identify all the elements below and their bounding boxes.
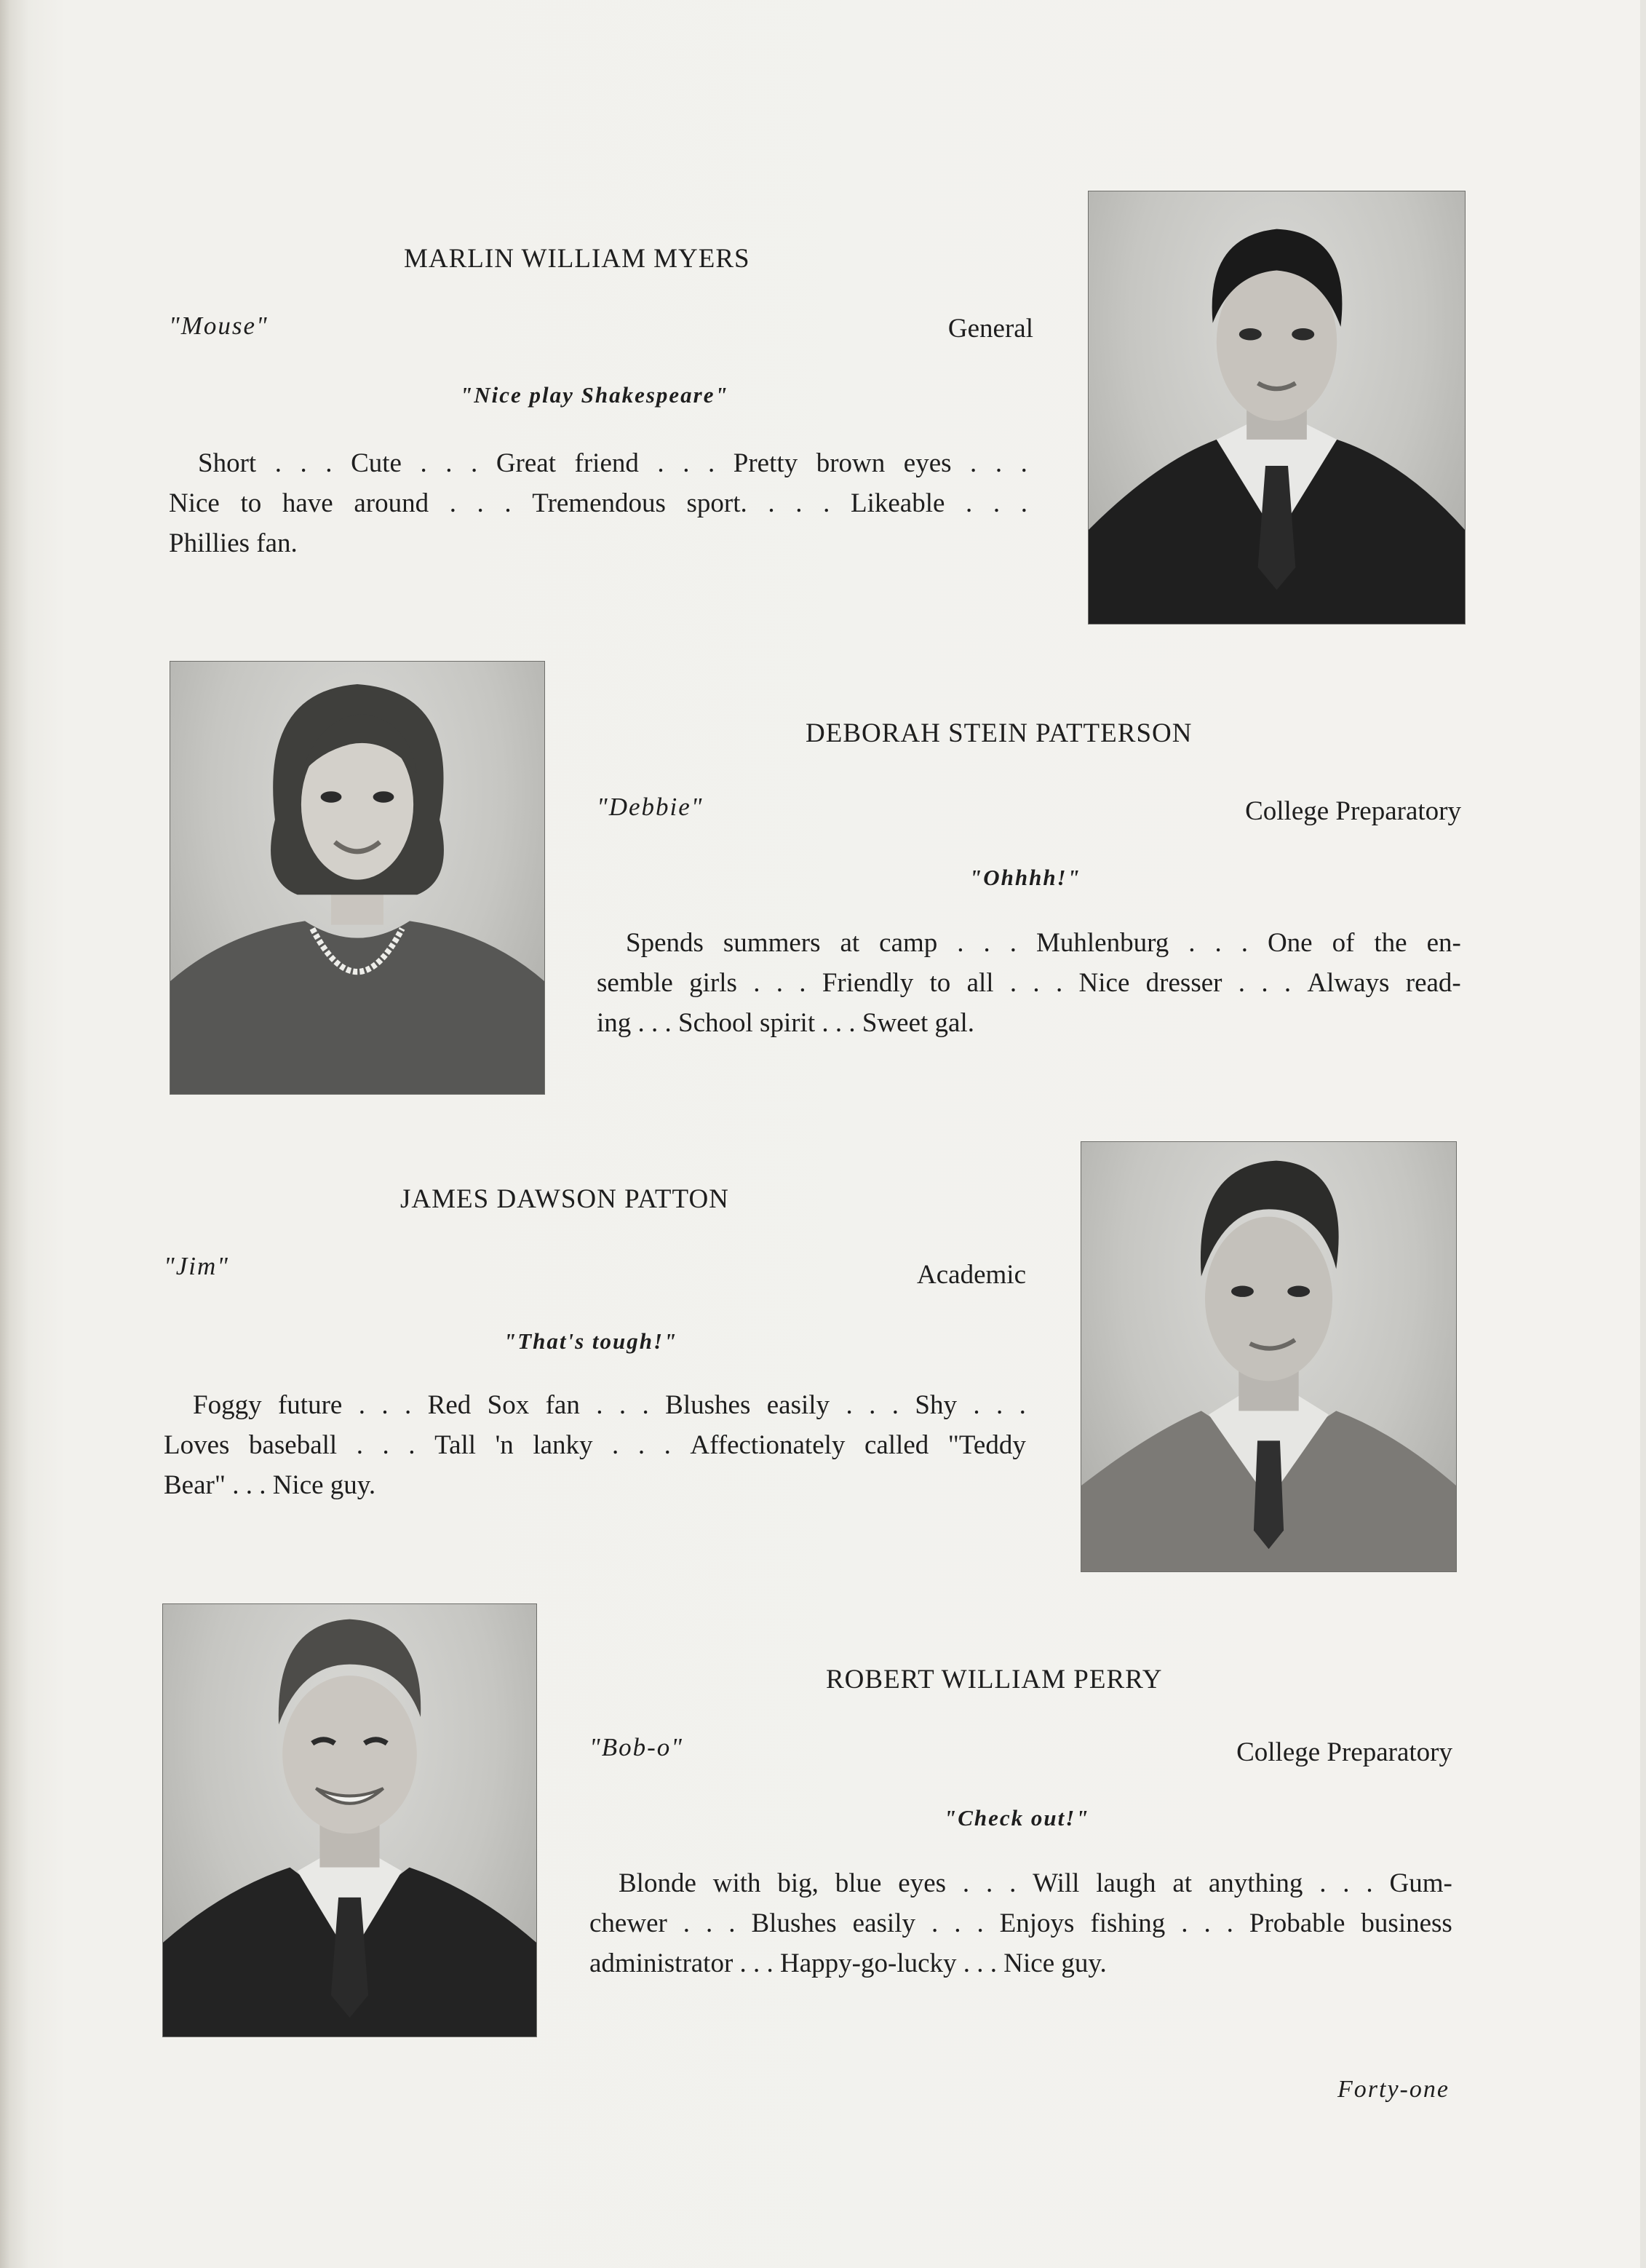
bio-word: brown [816,448,886,478]
bio-word: Will [1033,1868,1080,1898]
bio-word: Probable [1249,1908,1345,1938]
bio-word: . [664,1430,671,1460]
bio-line [164,1425,1026,1465]
bio-word: girls [689,968,737,998]
bio-line [597,963,1461,1003]
bio-word: . [408,1430,416,1460]
bio-word: Affectionately [690,1430,846,1460]
student-bio [589,1863,1452,1983]
bio-word: to [240,488,262,518]
bio-word: Great [496,448,556,478]
bio-word: . [637,1430,645,1460]
student-name: MARLIN WILLIAM MYERS [404,244,750,274]
bio-word: . [957,928,964,958]
bio-word: . [1366,1868,1373,1898]
bio-word: . [776,968,783,998]
bio-word: . [504,488,512,518]
student-portrait-photo [162,1603,537,2037]
bio-word: . [1019,1390,1026,1420]
bio-word: . [642,1390,649,1420]
bio-word: around [354,488,429,518]
bio-word: sport. [686,488,747,518]
bio-word: . [983,928,990,958]
bio-word: Red [427,1390,472,1420]
student-quote: "That's tough!" [504,1328,678,1354]
student-nickname: "Jim" [164,1252,229,1280]
bio-word: . [995,1390,1003,1420]
student-quote: "Ohhhh!" [969,865,1081,890]
bio-word: . [1009,928,1017,958]
student-bio [597,923,1461,1043]
bio-word: . [420,448,427,478]
bio-word: . [1238,968,1246,998]
bio-word: . [962,1868,970,1898]
bio-word: at [840,928,860,958]
bio-word: . [1319,1868,1327,1898]
bio-line: administrator . . . Happy-go-lucky . . . Nice guy. [589,1948,1107,1978]
bio-word: . [1188,928,1196,958]
student-quote: "Nice play Shakespeare" [460,382,729,408]
bio-word: the [1374,928,1407,958]
bio-word: . [768,488,775,518]
bio-word: fishing [1090,1908,1166,1938]
bio-word: . [993,488,1001,518]
bio-word: Cute [351,448,402,478]
bio-word: . [1033,968,1040,998]
bio-word: anything [1208,1868,1303,1898]
bio-word: . [274,448,282,478]
bio-word: . [619,1390,627,1420]
bio-word: . [1020,448,1027,478]
bio-word: . [445,448,453,478]
bio-word: en- [1426,928,1461,958]
bio-word: Muhlenburg [1035,928,1169,958]
bio-word: eyes [903,448,952,478]
bio-word: . [1009,1868,1017,1898]
student-portrait-photo [1088,191,1466,625]
bio-line [169,483,1027,523]
bio-word: . [753,968,760,998]
bio-word: . [869,1390,876,1420]
bio-word: . [977,1908,984,1938]
bio-word: . [728,1908,736,1938]
bio-word: . [683,448,690,478]
bio-line: Bear" . . . Nice guy. [164,1470,376,1500]
bio-word: Tremendous [532,488,666,518]
bio-word: Nice [169,488,220,518]
bio-word: Sox [487,1390,530,1420]
bio-word: . [954,1908,961,1938]
bio-word: . [1055,968,1063,998]
student-portrait-photo [170,661,545,1095]
bio-word: Tall [434,1430,477,1460]
student-name: DEBORAH STEIN PATTERSON [806,718,1193,748]
bio-word: all [966,968,994,998]
bio-word: . [449,488,456,518]
bio-line: ing . . . School spirit . . . Sweet gal. [597,1008,974,1038]
bio-word: . [358,1390,365,1420]
bio-word: blue [835,1868,882,1898]
bio-word: Spends [626,928,704,958]
bio-word: . [657,448,664,478]
student-course: Academic [917,1260,1026,1290]
bio-word: dresser [1145,968,1222,998]
bio-word: Gum- [1389,1868,1452,1898]
student-nickname: "Mouse" [169,312,269,340]
bio-word: laugh [1096,1868,1156,1898]
student-portrait-photo [1081,1141,1457,1572]
bio-word: at [1172,1868,1193,1898]
bio-line [169,443,1027,483]
student-nickname: "Debbie" [597,793,704,821]
bio-word: . [300,448,307,478]
student-nickname: "Bob-o" [589,1733,683,1761]
student-course: College Preparatory [1236,1737,1452,1767]
bio-word: . [1284,968,1292,998]
bio-word: . [325,448,333,478]
bio-word: . [795,488,803,518]
bio-word: chewer [589,1908,667,1938]
bio-word: . [973,1390,980,1420]
bio-word: Blushes [751,1908,837,1938]
bio-line [589,1863,1452,1903]
bio-word: . [356,1430,363,1460]
bio-word: Always [1307,968,1390,998]
bio-word: future [277,1390,343,1420]
bio-word: Foggy [193,1390,262,1420]
bio-word: of [1332,928,1355,958]
bio-word: Friendly [822,968,914,998]
bio-word: . [1226,1908,1233,1938]
student-quote: "Check out!" [944,1805,1090,1831]
bio-word: One [1267,928,1313,958]
bio-word: . [596,1390,603,1420]
bio-word: . [381,1390,389,1420]
bio-word: Enjoys [999,1908,1075,1938]
bio-word: easily [766,1390,830,1420]
bio-word: . [1009,968,1017,998]
bio-word: to [929,968,951,998]
bio-word: Nice [1078,968,1130,998]
bio-word: eyes [898,1868,947,1898]
bio-word: . [471,448,478,478]
bio-word: . [970,448,977,478]
bio-word: . [891,1390,899,1420]
bio-line [164,1385,1026,1425]
student-bio [169,443,1027,563]
bio-word: called [864,1430,929,1460]
bio-word: baseball [248,1430,338,1460]
bio-word: Blushes [665,1390,751,1420]
bio-word: . [1343,1868,1350,1898]
bio-word: have [282,488,333,518]
bio-word: Blonde [619,1868,696,1898]
bio-word: camp [879,928,938,958]
bio-word: friend [574,448,639,478]
bio-word: read- [1405,968,1461,998]
bio-word: Loves [164,1430,230,1460]
bio-word: semble [597,968,673,998]
bio-word: . [995,448,1003,478]
bio-word: . [823,488,830,518]
bio-word: . [1181,1908,1188,1938]
bio-word: Shy [915,1390,957,1420]
bio-word: . [985,1868,993,1898]
student-bio [164,1385,1026,1505]
bio-line: Phillies fan. [169,528,298,558]
bio-word: . [683,1908,691,1938]
bio-word: "Teddy [947,1430,1026,1460]
student-name: ROBERT WILLIAM PERRY [826,1665,1163,1694]
bio-word: . [707,448,715,478]
bio-word: . [706,1908,713,1938]
bio-word: . [966,488,973,518]
bio-word: . [1020,488,1027,518]
student-course: College Preparatory [1245,796,1461,826]
student-course: General [947,314,1033,344]
bio-word: Short [198,448,257,478]
bio-word: . [405,1390,412,1420]
bio-word: . [846,1390,853,1420]
bio-word: summers [723,928,821,958]
page-edge [1640,0,1646,2268]
bio-word: big, [777,1868,819,1898]
bio-line [597,923,1461,963]
student-name: JAMES DAWSON PATTON [400,1184,729,1214]
bio-word: . [931,1908,939,1938]
bio-line [589,1903,1452,1943]
bio-word: . [477,488,484,518]
bio-word: . [1204,1908,1211,1938]
bio-word: . [1261,968,1268,998]
bio-word: Likeable [850,488,945,518]
bio-word: easily [852,1908,915,1938]
bio-word: . [799,968,806,998]
bio-word: . [612,1430,619,1460]
bio-word: lanky [533,1430,593,1460]
bio-word: with [712,1868,761,1898]
bio-word: fan [545,1390,580,1420]
bio-word: . [1214,928,1222,958]
bio-word: Pretty [733,448,798,478]
bio-word: . [1241,928,1248,958]
bio-word: 'n [495,1430,514,1460]
bio-word: business [1361,1908,1452,1938]
page-number: Forty-one [1337,2076,1450,2103]
bio-word: . [382,1430,389,1460]
